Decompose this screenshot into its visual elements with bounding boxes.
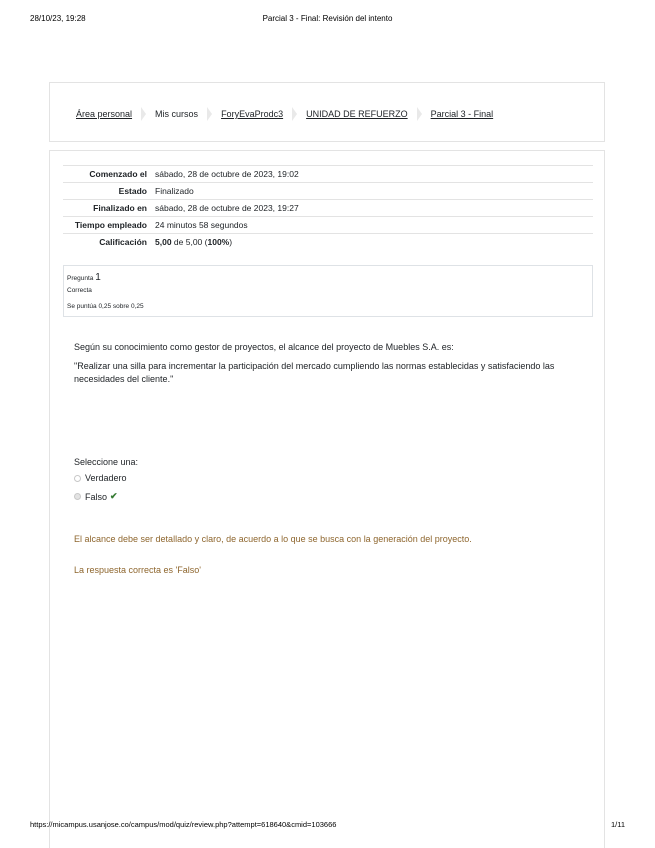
breadcrumb-text-mis-cursos: Mis cursos [155,109,199,119]
summary-grade-value [155,234,593,251]
question-number-prefix: Pregunta [67,275,94,282]
print-datetime: 28/10/23, 19:28 [30,14,86,23]
summary-value: 24 minutos 58 segundos [155,220,248,230]
breadcrumb-separator-icon [141,107,146,121]
summary-row-grade [63,234,593,251]
grade-close: ) [229,237,233,247]
breadcrumb-item[interactable] [431,109,494,119]
summary-label: Finalizado en [93,203,147,213]
breadcrumb-link-quiz[interactable]: Parcial 3 - Final [430,109,494,119]
answer-option-falso[interactable] [74,491,118,502]
answer-option-label: Falso [85,491,108,502]
question-info-box [63,265,593,317]
breadcrumb-item[interactable] [76,107,155,121]
quiz-review-region [49,150,605,848]
question-quote: "Realizar una silla para incrementar la participación del mercado cumpliendo las normas establecidas y satisfaciendo las necesidades del cliente." [74,361,555,384]
check-icon: ✔ [110,491,118,501]
grade-score: 5,00 [155,237,172,247]
question-statement: Según su conocimiento como gestor de proyectos, el alcance del proyecto de Muebles S.A. es: [74,342,454,352]
right-answer: La respuesta correcta es 'Falso' [74,565,201,575]
breadcrumb-link-area-personal[interactable]: Área personal [76,109,133,119]
breadcrumb-container [49,82,605,142]
answer-option-verdadero[interactable] [74,473,127,483]
question-state: Correcta [67,287,92,294]
summary-label: Calificación [99,237,147,247]
summary-row-started [63,166,593,183]
breadcrumb-item [155,107,221,121]
grade-of: de 5,00 ( [173,237,208,247]
print-page-number: 1/11 [610,820,625,829]
summary-value: Finalizado [155,186,194,196]
breadcrumb-separator-icon [292,107,297,121]
attempt-summary-table [63,165,593,250]
summary-row-state [63,183,593,200]
question-text [74,341,574,392]
print-page-title: Parcial 3 - Final: Revisión del intento [262,14,393,23]
grade-percent: 100% [207,237,230,247]
summary-value: sábado, 28 de octubre de 2023, 19:27 [155,203,299,213]
answer-option-label: Verdadero [85,473,127,483]
breadcrumb-link-section[interactable]: UNIDAD DE REFUERZO [306,109,408,119]
breadcrumb-separator-icon [417,107,422,121]
radio-button-selected[interactable] [74,493,81,500]
breadcrumb-link-course[interactable]: ForyEvaProdc3 [221,109,284,119]
summary-label: Tiempo empleado [74,220,147,230]
summary-label: Comenzado el [89,169,147,179]
print-header [30,14,625,26]
summary-value: sábado, 28 de octubre de 2023, 19:02 [155,169,299,179]
summary-row-finished [63,200,593,217]
question-grade: Se puntúa 0,25 sobre 0,25 [67,303,144,310]
question-number [67,272,101,283]
question-number-value: 1 [95,272,101,283]
breadcrumb [76,107,493,121]
breadcrumb-item[interactable] [221,107,306,121]
breadcrumb-item[interactable] [306,107,431,121]
breadcrumb-separator-icon [207,107,212,121]
print-footer [30,820,625,832]
answer-prompt: Seleccione una: [74,457,139,467]
summary-label: Estado [118,186,147,196]
summary-row-time-taken [63,217,593,234]
general-feedback: El alcance debe ser detallado y claro, de acuerdo a lo que se busca con la generación del proyecto. [74,534,472,544]
print-url: https://micampus.usanjose.co/campus/mod/quiz/review.php?attempt=618640&cmid=103666 [30,820,337,829]
radio-button[interactable] [74,475,81,482]
